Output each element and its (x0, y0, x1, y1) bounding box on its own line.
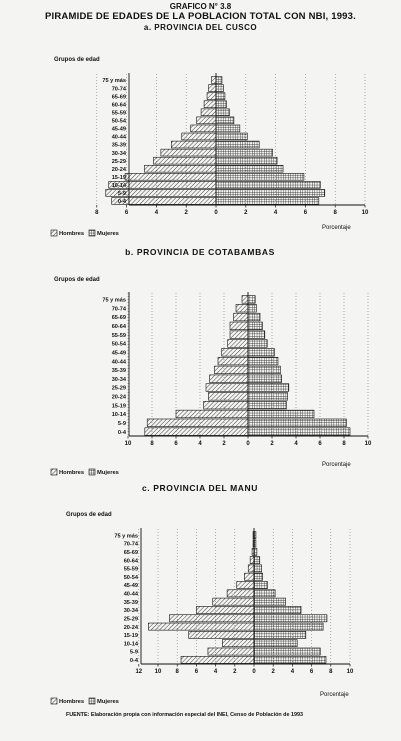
chart-c-tick-label: 0 (252, 669, 256, 675)
chart-a-bar-hombres (207, 93, 216, 100)
legend-mujeres-swatch (89, 698, 95, 704)
chart-c-bar-hombres (244, 573, 254, 580)
chart-a-bar-hombres (153, 157, 216, 164)
chart-b-bar-hombres (242, 296, 248, 304)
chart-b-category-label: 25-29 (111, 385, 126, 392)
legend-mujeres-label: Mujeres (97, 699, 119, 705)
chart-a-category-label: 40-44 (111, 134, 126, 141)
chart-b-tick-label: 6 (318, 441, 322, 447)
chart-b-bar-hombres (228, 340, 248, 348)
chart-c-title: c. PROVINCIA DEL MANU (141, 483, 259, 493)
chart-b-category-label: 65-69 (111, 315, 126, 322)
chart-b-bar-hombres (218, 357, 248, 365)
chart-b-bar-hombres (147, 419, 248, 427)
chart-b-bar-mujeres (248, 401, 286, 409)
chart-c-bar-hombres (227, 590, 254, 597)
chart-a-tick-label: 6 (303, 210, 308, 216)
chart-a-bar-mujeres (216, 77, 222, 84)
chart-a-category-label: 30-34 (111, 150, 126, 157)
chart-a-ylabel: Grupos de edad (54, 57, 100, 63)
chart-b-category-label: 60-64 (111, 324, 126, 331)
chart-b-bar-mujeres (248, 304, 256, 312)
chart-c-bar-hombres (208, 648, 254, 655)
chart-c-category-label: 40-44 (123, 591, 138, 598)
chart-a-tick-label: 4 (154, 210, 159, 216)
chart-b-bar-mujeres (248, 322, 262, 330)
chart-a-category-label: 70-74 (111, 86, 126, 93)
chart-a-tick-label: 2 (184, 210, 188, 216)
chart-b-bar-hombres (214, 366, 248, 374)
figure-number: GRAFICO N° 3.8 (169, 2, 232, 11)
chart-c-tick-label: 4 (213, 669, 218, 675)
chart-b-tick-label: 4 (198, 441, 202, 447)
chart-b-tick-label: 2 (270, 441, 274, 447)
chart-a-tick-label: 8 (333, 210, 337, 216)
chart-a-bar-hombres (125, 173, 216, 180)
chart-b-bar-hombres (236, 304, 248, 312)
chart-c-tick-label: 2 (271, 669, 275, 675)
legend-hombres-label: Hombres (59, 470, 85, 476)
chart-b-category-label: 45-49 (111, 350, 126, 357)
chart-c-category-label: 45-49 (123, 583, 138, 590)
chart-a-tick-label: 6 (124, 210, 129, 216)
chart-b-category-label: 10-14 (111, 412, 126, 419)
chart-b-category-label: 20-24 (111, 394, 126, 401)
chart-b-bar-mujeres (248, 419, 346, 427)
chart-a-bar-mujeres (216, 165, 283, 172)
legend-hombres-swatch (51, 469, 57, 475)
chart-a-tick-label: 8 (95, 210, 99, 216)
chart-c-category-label: 55-59 (123, 566, 138, 573)
chart-b-tick-label: 8 (150, 441, 154, 447)
chart-a-bar-mujeres (216, 101, 226, 108)
chart-b-bar-mujeres (248, 357, 278, 365)
chart-c-category-label: 20-24 (123, 624, 138, 631)
chart-c-bar-hombres (222, 640, 254, 647)
chart-c-bar-hombres (189, 631, 254, 638)
chart-a-xlabel: Porcentaje (322, 225, 351, 231)
legend-hombres-swatch (51, 698, 57, 704)
chart-a-category-label: 65-69 (111, 94, 126, 101)
chart-a-bar-hombres (204, 101, 216, 108)
chart-b-category-label: 5-9 (117, 420, 126, 427)
chart-a-category-label: 50-54 (111, 118, 126, 125)
chart-b-tick-label: 0 (246, 441, 250, 447)
chart-a-bar-hombres (171, 141, 216, 148)
legend-mujeres-swatch (89, 230, 95, 236)
chart-b-category-label: 30-34 (111, 376, 126, 383)
chart-b-xlabel: Porcentaje (322, 462, 351, 468)
chart-a-category-label: 5-9 (117, 191, 126, 198)
chart-c-bar-hombres (248, 565, 254, 572)
chart-b-category-label: 75 y más (102, 297, 126, 304)
chart-a-category-label: 25-29 (111, 158, 126, 165)
chart-c-bar-mujeres (254, 656, 326, 663)
chart-b-tick-label: 2 (222, 441, 226, 447)
chart-b-bar-hombres (210, 375, 248, 383)
chart-a-bar-mujeres (216, 133, 247, 140)
chart-a-bar-mujeres (216, 181, 320, 188)
chart-c-category-label: 10-14 (123, 641, 138, 648)
chart-c-tick-label: 6 (309, 669, 314, 675)
chart-a-bar-hombres (212, 77, 216, 84)
chart-c-bar-hombres (213, 598, 254, 605)
chart-a-bar-mujeres (216, 109, 229, 116)
chart-b-bar-mujeres (248, 340, 267, 348)
chart-a-bar-hombres (201, 109, 216, 116)
chart-c-bar-mujeres (254, 598, 286, 605)
chart-c-tick-label: 10 (346, 669, 354, 675)
chart-a-category-label: 45-49 (111, 126, 126, 133)
chart-b-bar-mujeres (248, 348, 274, 356)
chart-a-bar-mujeres (216, 93, 225, 100)
chart-c-tick-label: 10 (154, 669, 162, 675)
chart-c-category-label: 0-4 (129, 658, 138, 665)
chart-c-bar-hombres (237, 581, 254, 588)
chart-c-bar-hombres (170, 615, 254, 622)
chart-c-category-label: 5-9 (129, 649, 138, 656)
chart-a-tick-label: 10 (361, 210, 369, 216)
chart-c-bar-mujeres (254, 631, 306, 638)
legend-hombres-label: Hombres (59, 231, 85, 237)
chart-c-bar-hombres (181, 656, 254, 663)
figure-title: PIRAMIDE DE EDADES DE LA POBLACION TOTAL CON NBI, 1993. (45, 11, 356, 22)
chart-b-category-label: 40-44 (111, 359, 126, 366)
chart-c-bar-hombres (250, 557, 254, 564)
chart-b-category-label: 35-39 (111, 368, 126, 375)
chart-b-tick-label: 4 (294, 441, 298, 447)
pyramid-c (51, 528, 350, 704)
chart-c-bar-mujeres (254, 573, 263, 580)
chart-c-ylabel: Grupos de edad (66, 512, 112, 518)
pyramid-b (51, 292, 368, 475)
chart-c-bar-hombres (196, 606, 254, 613)
chart-c-category-label: 25-29 (123, 616, 138, 623)
chart-b-bar-mujeres (248, 393, 288, 401)
chart-a-bar-hombres (182, 133, 216, 140)
chart-c-bar-mujeres (254, 557, 260, 564)
chart-a-category-label: 55-59 (111, 110, 126, 117)
chart-a-tick-label: 0 (214, 210, 218, 216)
chart-b-bar-hombres (222, 348, 248, 356)
legend-mujeres-label: Mujeres (97, 231, 119, 237)
chart-c-bar-mujeres (254, 590, 275, 597)
source-note: FUENTE: Elaboración propia con información especial del INEI, Censo de Población de 1993 (66, 712, 303, 718)
chart-a-category-label: 15-19 (111, 174, 126, 181)
chart-a-category-label: 35-39 (111, 142, 126, 149)
chart-c-bar-mujeres (254, 606, 301, 613)
chart-c-category-label: 35-39 (123, 599, 138, 606)
chart-a-bar-mujeres (216, 125, 240, 132)
chart-b-bar-mujeres (248, 366, 280, 374)
chart-a-tick-label: 4 (273, 210, 278, 216)
chart-a-category-label: 75 y más (102, 78, 126, 85)
chart-a-bar-hombres (197, 117, 216, 124)
chart-b-tick-label: 8 (342, 441, 346, 447)
chart-b-bar-hombres (208, 393, 248, 401)
chart-b-category-label: 0-4 (117, 429, 126, 436)
chart-a-category-label: 0-4 (117, 199, 126, 206)
chart-a-bar-mujeres (216, 198, 319, 205)
legend-hombres-label: Hombres (59, 699, 85, 705)
chart-b-bar-mujeres (248, 313, 260, 321)
chart-b-tick-label: 10 (124, 441, 132, 447)
chart-a-bar-mujeres (216, 157, 277, 164)
chart-c-category-label: 15-19 (123, 633, 138, 640)
chart-a-bar-mujeres (216, 117, 234, 124)
chart-c-bar-mujeres (254, 623, 323, 630)
chart-c-bar-mujeres (254, 581, 267, 588)
chart-c-tick-label: 4 (290, 669, 295, 675)
legend-mujeres-swatch (89, 469, 95, 475)
chart-b-bar-mujeres (248, 296, 255, 304)
chart-b-category-label: 55-59 (111, 332, 126, 339)
chart-a-bar-mujeres (216, 149, 273, 156)
chart-c-category-label: 75 y más (114, 533, 138, 540)
legend-hombres-swatch (51, 230, 57, 236)
chart-a-category-label: 60-64 (111, 102, 126, 109)
chart-c-bar-hombres (148, 623, 254, 630)
chart-a-category-label: 10-14 (111, 183, 126, 190)
chart-b-bar-hombres (234, 313, 248, 321)
chart-b-bar-hombres (145, 428, 248, 436)
chart-c-bar-mujeres (254, 615, 327, 622)
chart-a-tick-label: 2 (244, 210, 248, 216)
chart-c-tick-label: 8 (329, 669, 333, 675)
chart-b-bar-hombres (206, 384, 248, 392)
chart-b-category-label: 15-19 (111, 403, 126, 410)
chart-a-bar-mujeres (216, 141, 259, 148)
chart-c-bar-mujeres (254, 648, 320, 655)
chart-b-tick-label: 10 (364, 441, 372, 447)
chart-b-tick-label: 6 (174, 441, 178, 447)
chart-b-title: b. PROVINCIA DE COTABAMBAS (125, 247, 275, 257)
chart-b-bar-mujeres (248, 428, 350, 436)
chart-b-bar-mujeres (248, 410, 314, 418)
chart-b-bar-mujeres (248, 375, 282, 383)
chart-c-category-label: 60-64 (123, 558, 138, 565)
chart-c-tick-label: 6 (194, 669, 199, 675)
chart-a-category-label: 20-24 (111, 166, 126, 173)
chart-c-category-label: 50-54 (123, 574, 138, 581)
chart-a-bar-mujeres (216, 189, 325, 196)
chart-b-category-label: 70-74 (111, 306, 126, 313)
chart-b-bar-hombres (176, 410, 248, 418)
chart-a-bar-hombres (144, 165, 216, 172)
chart-b-ylabel: Grupos de edad (54, 277, 100, 283)
chart-a-bar-hombres (112, 198, 216, 205)
chart-b-bar-hombres (204, 401, 248, 409)
chart-b-category-label: 50-54 (111, 341, 126, 348)
chart-a-bar-hombres (191, 125, 216, 132)
chart-a-bar-mujeres (216, 85, 223, 92)
chart-c-xlabel: Porcentaje (320, 692, 349, 698)
chart-a-bar-hombres (161, 149, 216, 156)
chart-a-subtitle: a. PROVINCIA DEL CUSCO (143, 23, 258, 32)
chart-a-bar-hombres (209, 85, 216, 92)
chart-b-bar-hombres (230, 322, 248, 330)
chart-c-tick-label: 2 (233, 669, 237, 675)
chart-b-bar-mujeres (248, 331, 265, 339)
chart-c-bar-mujeres (254, 640, 297, 647)
chart-c-category-label: 65-69 (123, 549, 138, 556)
chart-b-bar-mujeres (248, 384, 289, 392)
chart-c-category-label: 70-74 (123, 541, 138, 548)
chart-c-tick-label: 8 (175, 669, 179, 675)
chart-c-bar-mujeres (254, 565, 262, 572)
chart-c-tick-label: 12 (135, 669, 143, 675)
chart-c-category-label: 30-34 (123, 608, 138, 615)
chart-a-bar-mujeres (216, 173, 304, 180)
legend-mujeres-label: Mujeres (97, 470, 119, 476)
chart-b-bar-hombres (230, 331, 248, 339)
